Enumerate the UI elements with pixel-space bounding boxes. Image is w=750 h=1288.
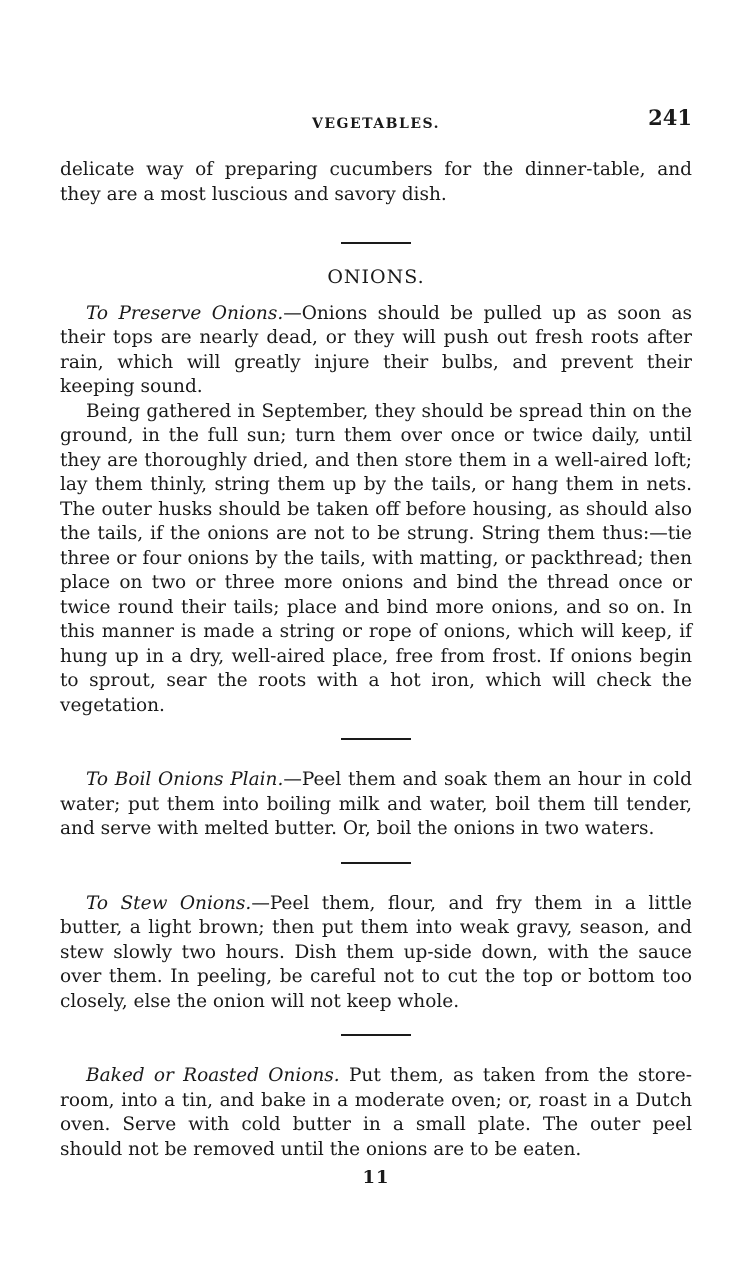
section-divider [341,242,411,244]
paragraph-text: Put them, as taken from the store-room, into a tin, and bake in a moderate oven; or, roast in a Dutch oven. Serve with cold butter in a small plate. The outer peel should not be removed until the onions are to be eaten. [60,1065,692,1160]
paragraph-preserve-onions [60,302,692,400]
recipe-divider [341,738,411,740]
running-head [60,105,692,138]
paragraph-stew-onions [60,892,692,1015]
run-in-heading: Baked or Roasted Onions. [86,1065,340,1086]
signature-mark: 11 [362,1167,390,1188]
paragraph-storing-onions [60,400,692,719]
recipe-divider [341,862,411,864]
paragraph-text: —Peel them and soak them an hour in cold water; put them into boiling milk and water, boil them till tender, and serve with melted butter. Or, boil the onions in two waters. [60,769,692,839]
run-in-heading: To Boil Onions Plain. [86,769,284,790]
section-title: ONIONS. [327,266,425,288]
page-number: 241 [648,105,692,130]
book-page [60,105,693,1191]
paragraph-text: —Onions should be pulled up as soon as their tops are nearly dead, or they will push out fresh roots after rain, which will greatly injure their bulbs, and prevent their keeping sound. [60,302,693,397]
paragraph-text: Being gathered in September, they should be spread thin on the ground, in the full sun; turn them over once or twice daily, until they are thoroughly dried, and then store them in a well-aired loft; lay them thinly, string them up by the tails, or hang them in nets. The outer husks should be taken off before housing, as should also the tails, if the onions are not to be strung. String them thus:—tie three or four onions by the tails, with matting, or packthread; then place on two or three more onions and bind the thread once or twice round their tails; place and bind more onions, and so on. In this manner is made a string or rope of onions, which will keep, if hung up in a dry, well-aired place, free from frost. If onions begin to sprout, sear the roots with a hot iron, which will check the vegetation. [60,400,692,716]
run-in-heading: To Preserve Onions. [86,302,284,324]
recipe-divider [341,1034,411,1036]
run-in-heading: To Stew Onions. [86,892,252,914]
paragraph-text: —Peel them, flour, and fry them in a little butter, a light brown; then put them into weak gravy, season, and stew slowly two hours. Dish them up-side down, with the sauce over them. In peeling, be careful not to cut the top or bottom too closely, else the onion will not keep whole. [60,892,693,1012]
intro-paragraph: delicate way of preparing cucumbers for the dinner-table, and they are a most luscious and savory dish. [60,159,692,205]
running-title: VEGETABLES. [311,116,440,132]
paragraph-baked-onions [60,1064,692,1162]
paragraph-boil-onions [60,768,692,842]
